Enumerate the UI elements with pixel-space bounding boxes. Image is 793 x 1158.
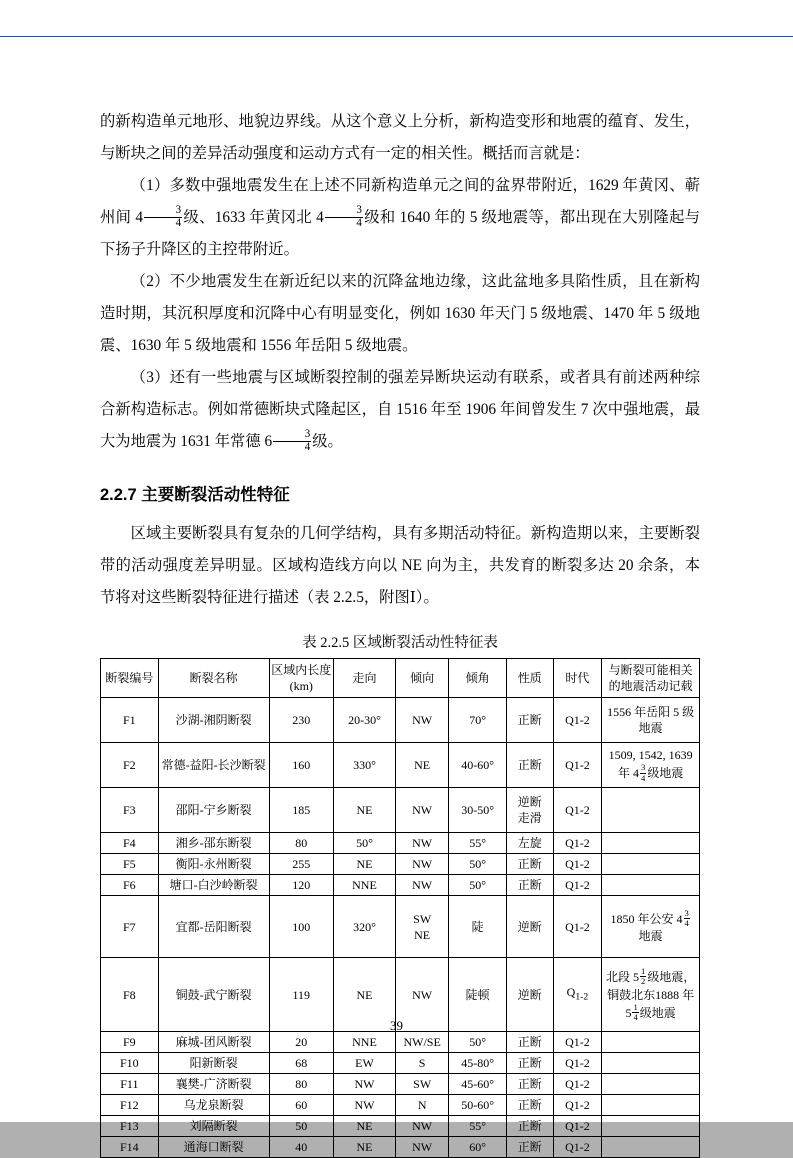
cell-dip-direction: S [396,1053,449,1074]
cell-nature: 左旋 [506,833,553,854]
cell-name: 湘乡-邵东断裂 [158,833,269,854]
cell-dip-direction: NE [396,743,449,788]
cell-dip-direction: NW/SE [396,1032,449,1053]
cell-strike: 320° [333,896,395,958]
table-row [101,1032,700,1053]
cell-nature: 逆断 [506,958,553,1032]
paragraph-item-3: （3）还有一些地震与区域断裂控制的强差异断块运动有联系，或者具有前述两种综合新构造标志。例如常德断块式隆起区，自 1516 年至 1906 年间曾发生 7 次中强地震，最大为地震为 1631 年常德 6 $\frac{3}{4}$ 级。 [100,369,700,453]
cell-id: F7 [101,896,159,958]
cell-dip-direction: NW [396,1116,449,1137]
cell-dip-direction: NW [396,958,449,1032]
cell-name: 刘隔断裂 [158,1116,269,1137]
table-row [101,833,700,854]
paragraph-item-1: （1）多数中强地震发生在上述不同新构造单元之间的盆界带附近，1629 年黄冈、蕲州间 4 $\frac{3}{4}$ 级、1633 年黄冈北 4 $\frac{3}{4}$ 级和 1640 年的 5 级地震等，都出现在大别隆起与下扬子升降区的主控带附近。 [100,177,700,258]
col-header-length: 区域内长度(km) [269,659,333,698]
paragraph-item-2: （2）不少地震发生在新近纪以来的沉降盆地边缘，这此盆地多具陷性质，且在新构造时期，其沉积厚度和沉降中心有明显变化，例如 1630 年天门 5 级地震、1470 年 5 级地震、1630 年 5 级地震和 1556 年岳阳 5 级地震。 [100,273,700,354]
cell-name: 襄樊-广济断裂 [158,1074,269,1095]
cell-length: 80 [269,833,333,854]
cell-quake [602,1032,700,1053]
cell-length: 50 [269,1116,333,1137]
cell-quake [602,1116,700,1137]
cell-id: F10 [101,1053,159,1074]
cell-id: F9 [101,1032,159,1053]
cell-name: 麻城-团风断裂 [158,1032,269,1053]
cell-strike: NE [333,1137,395,1158]
cell-strike: NNE [333,875,395,896]
cell-length: 120 [269,875,333,896]
page-number: 39 [390,1018,403,1033]
cell-length: 100 [269,896,333,958]
cell-dip-direction: NW [396,833,449,854]
cell-length: 119 [269,958,333,1032]
cell-strike: NW [333,1074,395,1095]
cell-dip-angle: 55° [449,1116,507,1137]
cell-quake [602,1137,700,1158]
cell-dip-angle: 45-80° [449,1053,507,1074]
header-rule [0,36,793,37]
cell-age: Q1-2 [553,1053,602,1074]
cell-quake [602,1074,700,1095]
cell-strike: 50° [333,833,395,854]
cell-length: 20 [269,1032,333,1053]
col-header-nature: 性质 [506,659,553,698]
cell-dip-direction: NW [396,875,449,896]
col-header-id: 断裂编号 [101,659,159,698]
cell-age: Q1-2 [553,896,602,958]
cell-length: 185 [269,788,333,833]
cell-quake [602,833,700,854]
cell-name: 乌龙泉断裂 [158,1095,269,1116]
cell-strike: NE [333,958,395,1032]
cell-nature: 正断 [506,1137,553,1158]
table-row [101,896,700,958]
paragraph-section-body: 区域主要断裂具有复杂的几何学结构，具有多期活动特征。新构造期以来，主要断裂带的活动强度差异明显。区域构造线方向以 NE 向为主，共发育的断裂多达 20 余条，本节将对这些断裂特征进行描述（表 2.2.5，附图Ⅰ）。 [100,525,700,606]
cell-age: Q1-2 [553,1095,602,1116]
cell-nature: 正断 [506,1095,553,1116]
table-caption: 表 2.2.5 区域断裂活动性特征表 [302,635,498,651]
cell-nature: 正断 [506,1032,553,1053]
col-header-quake: 与断裂可能相关的地震活动记载 [602,659,700,698]
table-row [101,1074,700,1095]
col-header-dip-direction: 倾向 [396,659,449,698]
cell-name: 铜鼓-武宁断裂 [158,958,269,1032]
cell-strike: NNE [333,1032,395,1053]
page-content [100,106,700,1158]
cell-dip-angle: 陡 [449,896,507,958]
cell-strike: NW [333,1095,395,1116]
cell-nature: 正断 [506,1053,553,1074]
cell-id: F4 [101,833,159,854]
cell-strike: 330° [333,743,395,788]
cell-age: Q1-2 [553,1074,602,1095]
cell-name: 通海口断裂 [158,1137,269,1158]
table-row [101,1116,700,1137]
cell-dip-direction: NW [396,788,449,833]
cell-dip-angle: 陡顿 [449,958,507,1032]
cell-quake: 1556 年岳阳 5 级地震 [602,698,700,743]
cell-quake: 北段 5 $\frac{1}{2}$ 级地震，铜鼓北东1888 年 5 $\frac{1}{4}$ 级地震 [602,958,700,1032]
section-heading: 2.2.7 主要断裂活动性特征 [100,486,290,504]
cell-length: 255 [269,854,333,875]
cell-nature: 正断 [506,1074,553,1095]
cell-strike: NE [333,1116,395,1137]
cell-nature: 正断 [506,875,553,896]
cell-dip-angle: 45-60° [449,1074,507,1095]
table-row [101,743,700,788]
table-row [101,788,700,833]
cell-length: 160 [269,743,333,788]
cell-dip-angle: 50° [449,854,507,875]
cell-age: Q1-2 [553,1032,602,1053]
cell-name: 阳新断裂 [158,1053,269,1074]
cell-dip-angle: 50° [449,875,507,896]
cell-id: F5 [101,854,159,875]
cell-age: Q1-2 [553,854,602,875]
fraction-three-quarters: $\frac{3}{4}$ [325,205,363,229]
cell-quake [602,788,700,833]
cell-age: Q1-2 [553,743,602,788]
cell-name: 塘口-白沙岭断裂 [158,875,269,896]
cell-dip-angle: 60° [449,1137,507,1158]
cell-dip-direction: SW NE [396,896,449,958]
col-header-dip-angle: 倾角 [449,659,507,698]
cell-id: F8 [101,958,159,1032]
cell-id: F1 [101,698,159,743]
cell-nature: 正断 [506,854,553,875]
cell-quake: 1509, 1542, 1639 年 4 $\frac{3}{4}$ 级地震 [602,743,700,788]
cell-nature: 正断 [506,698,553,743]
cell-dip-direction: NW [396,1137,449,1158]
table-row [101,1053,700,1074]
cell-name: 衡阳-永州断裂 [158,854,269,875]
cell-strike: 20-30° [333,698,395,743]
fraction-three-quarters: $\frac{3}{4}$ [273,429,311,453]
table-row [101,1095,700,1116]
cell-quake [602,1095,700,1116]
col-header-age: 时代 [553,659,602,698]
cell-strike: NE [333,854,395,875]
cell-quake [602,854,700,875]
cell-name: 宜都-岳阳断裂 [158,896,269,958]
cell-id: F14 [101,1137,159,1158]
cell-dip-angle: 50-60° [449,1095,507,1116]
table-header-row [101,659,700,698]
cell-age: Q1-2 [553,875,602,896]
cell-length: 40 [269,1137,333,1158]
cell-nature: 正断 [506,1116,553,1137]
cell-dip-direction: NW [396,854,449,875]
cell-dip-angle: 55° [449,833,507,854]
cell-strike: EW [333,1053,395,1074]
cell-name: 常德-益阳-长沙断裂 [158,743,269,788]
cell-name: 邵阳-宁乡断裂 [158,788,269,833]
cell-name: 沙湖-湘阴断裂 [158,698,269,743]
table-row [101,1137,700,1158]
fraction-three-quarters: $\frac{3}{4}$ [144,205,182,229]
cell-dip-direction: SW [396,1074,449,1095]
cell-length: 230 [269,698,333,743]
cell-length: 68 [269,1053,333,1074]
col-header-strike: 走向 [333,659,395,698]
cell-length: 80 [269,1074,333,1095]
cell-id: F11 [101,1074,159,1095]
cell-dip-direction: NW [396,698,449,743]
cell-quake: 1850 年公安 4 $\frac{3}{4}$ 地震 [602,896,700,958]
cell-age: Q1-2 [553,788,602,833]
cell-nature: 逆断 [506,896,553,958]
cell-age: $Q_{1-2}$ [553,958,602,1032]
cell-id: F6 [101,875,159,896]
cell-dip-angle: 50° [449,1032,507,1053]
table-row [101,698,700,743]
table-row [101,854,700,875]
cell-id: F2 [101,743,159,788]
cell-age: Q1-2 [553,1137,602,1158]
cell-length: 60 [269,1095,333,1116]
cell-age: Q1-2 [553,833,602,854]
fault-activity-table [100,658,700,1158]
cell-nature: 正断 [506,743,553,788]
cell-dip-direction: N [396,1095,449,1116]
table-row [101,875,700,896]
cell-age: Q1-2 [553,1116,602,1137]
cell-age: Q1-2 [553,698,602,743]
cell-quake [602,1053,700,1074]
cell-id: F13 [101,1116,159,1137]
cell-dip-angle: 70° [449,698,507,743]
cell-id: F12 [101,1095,159,1116]
col-header-name: 断裂名称 [158,659,269,698]
cell-dip-angle: 40-60° [449,743,507,788]
cell-quake [602,875,700,896]
cell-dip-angle: 30-50° [449,788,507,833]
cell-nature: 逆断 走滑 [506,788,553,833]
paragraph-intro: 的新构造单元地形、地貌边界线。从这个意义上分析，新构造变形和地震的蕴育、发生，与断块之间的差异活动强度和运动方式有一定的相关性。概括而言就是： [100,113,700,162]
cell-id: F3 [101,788,159,833]
cell-strike: NE [333,788,395,833]
